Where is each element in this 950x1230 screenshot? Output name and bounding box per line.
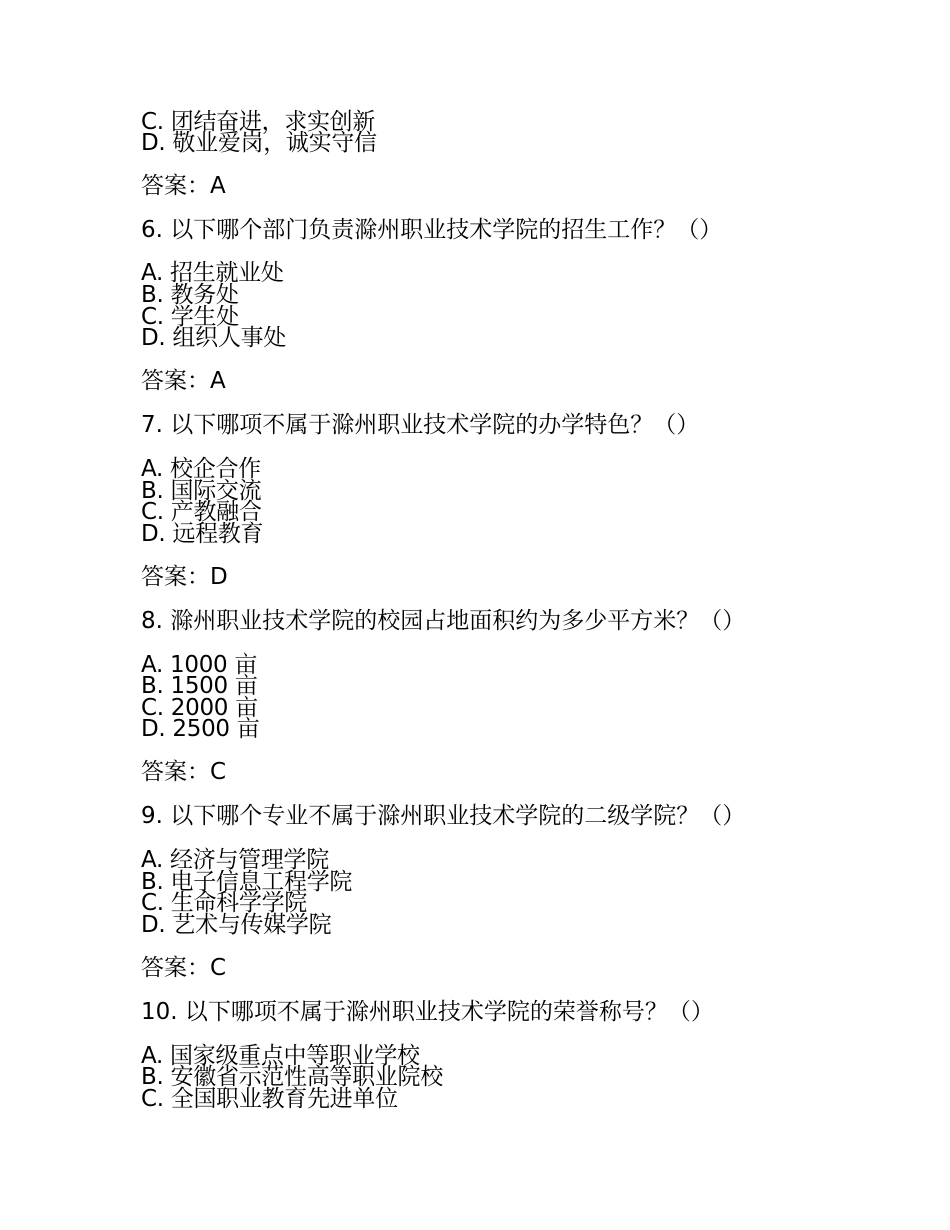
question-7: 7. 以下哪项不属于滁州职业技术学院的办学特色？（） — [141, 412, 700, 438]
q8-option-c: C. 2000 亩 — [141, 695, 258, 721]
option-d-prev: D. 敬业爱岗，诚实守信 — [141, 130, 377, 156]
q8-option-a: A. 1000 亩 — [141, 652, 258, 678]
q8-option-d: D. 2500 亩 — [141, 716, 260, 742]
q6-option-c: C. 学生处 — [141, 304, 239, 330]
q8-option-b: B. 1500 亩 — [141, 673, 258, 699]
answer-9: 答案：C — [141, 955, 227, 981]
q6-option-a: A. 招生就业处 — [141, 260, 284, 286]
answer-8: 答案：C — [141, 759, 227, 785]
q7-option-a: A. 校企合作 — [141, 456, 261, 482]
q9-option-c: C. 生命科学学院 — [141, 890, 307, 916]
question-6: 6. 以下哪个部门负责滁州职业技术学院的招生工作？（） — [141, 217, 723, 243]
question-9: 9. 以下哪个专业不属于滁州职业技术学院的二级学院？（） — [141, 803, 746, 829]
q6-option-b: B. 教务处 — [141, 282, 239, 308]
answer-5: 答案：A — [141, 173, 226, 199]
q9-option-b: B. 电子信息工程学院 — [141, 869, 353, 895]
answer-7: 答案：D — [141, 564, 228, 590]
q10-option-a: A. 国家级重点中等职业学校 — [141, 1043, 420, 1069]
option-c-prev: C. 团结奋进，求实创新 — [141, 109, 376, 135]
q7-option-c: C. 产教融合 — [141, 499, 262, 525]
q6-option-d: D. 组织人事处 — [141, 325, 286, 351]
q7-option-d: D. 远程教育 — [141, 521, 264, 547]
question-8: 8. 滁州职业技术学院的校园占地面积约为多少平方米？（） — [141, 608, 746, 634]
q9-option-d: D. 艺术与传媒学院 — [141, 912, 332, 938]
q7-option-b: B. 国际交流 — [141, 478, 262, 504]
q10-option-b: B. 安徽省示范性高等职业院校 — [141, 1064, 443, 1090]
q9-option-a: A. 经济与管理学院 — [141, 847, 329, 873]
question-10: 10. 以下哪项不属于滁州职业技术学院的荣誉称号？（） — [141, 999, 714, 1025]
q10-option-c: C. 全国职业教育先进单位 — [141, 1086, 398, 1112]
answer-6: 答案：A — [141, 368, 226, 394]
